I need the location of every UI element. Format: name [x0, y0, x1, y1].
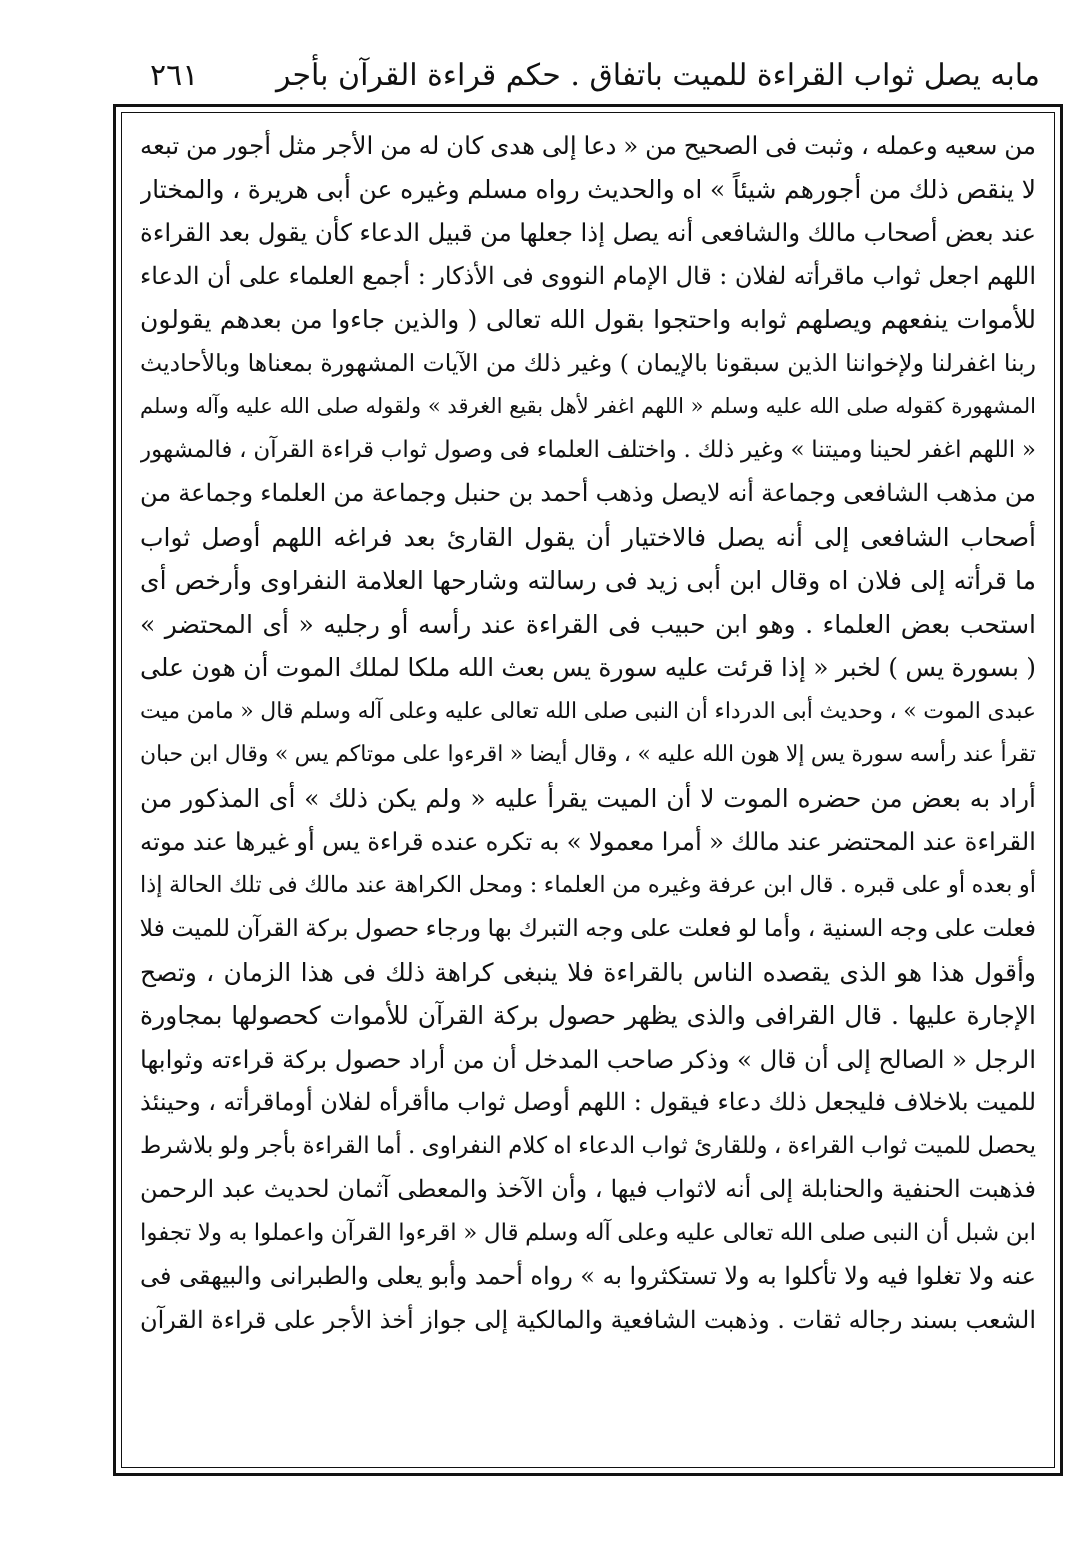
text-line: عنه ولا تغلوا فيه ولا تأكلوا به ولا تستكثروا به » رواه أحمد وأبو يعلى والطبرانى والبيهقى فى — [140, 1262, 1036, 1290]
text-line: يحصل للميت ثواب القراءة ، وللقارئ ثواب الدعاء اه كلام النفراوى . أما القراءة بأجر ولو بلاشرط — [140, 1132, 1036, 1159]
text-line: القراءة عند المحتضر عند مالك « أمرا معمولا » به تكره عنده قراءة يس أو غيرها عند موته — [140, 827, 1036, 856]
text-line: أو بعده أو على قبره . قال ابن عرفة وغيره من العلماء : ومحل الكراهة عند مالك فى تلك الحالة إذا — [140, 871, 1036, 898]
text-line: للميت بلاخلاف فليجعل ذلك دعاء فيقول : اللهم أوصل ثواب ماأقرأه لفلان أوماقرأته ، وحينئذ — [140, 1088, 1036, 1116]
text-line: الرجل « الصالح إلى أن قال » وذكر صاحب المدخل أن من أراد حصول بركة قراءته وثوابها — [140, 1044, 1036, 1074]
page-header — [150, 52, 1040, 100]
page-number: ٢٦١ — [150, 58, 199, 93]
text-line: ما قرأته إلى فلان اه وقال ابن أبى زيد فى رسالته وشارحها العلامة النفراوى وأرخص أى — [140, 566, 1036, 595]
body-text — [140, 124, 1036, 1342]
text-line: للأموات ينفعهم ويصلهم ثوابه واحتجوا بقول الله تعالى ( والذين جاءوا من بعدهم يقولون — [140, 305, 1036, 334]
text-line: الشعب بسند رجاله ثقات . وذهبت الشافعية والمالكية إلى جواز أخذ الأجر على قراءة القرآن — [140, 1305, 1036, 1334]
text-line: تقرأ عند رأسه سورة يس إلا هون الله عليه » ، وقال أيضا « اقرءوا على موتاكم يس » وقال ابن حبان — [140, 742, 1036, 767]
text-line: من سعيه وعمله ، وثبت فى الصحيح من « دعا إلى هدى كان له من الأجر مثل أجور من تبعه — [140, 131, 1036, 160]
text-line: عبدى الموت » ، وحديث أبى الدرداء أن النبى صلى الله تعالى عليه وعلى آله وسلم قال « مامن ميت — [140, 698, 1036, 724]
text-line: وأقول هذا هو الذى يقصده الناس بالقراءة فلا ينبغى كراهة ذلك فى هذا الزمان ، وتصح — [140, 957, 1036, 987]
text-line: ربنا اغفرلنا ولإخواننا الذين سبقونا بالإيمان ) وغير ذلك من الآيات المشهورة بمعناها وبالأحاديث — [140, 348, 1036, 377]
text-line: اللهم اجعل ثواب ماقرأته لفلان : قال الإمام النووى فى الأذكار : أجمع العلماء على أن الدعاء — [140, 261, 1036, 290]
text-line: ابن شبل أن النبى صلى الله تعالى عليه وعلى آله وسلم قال « اقرءوا القرآن واعملوا به ولا تجفوا — [140, 1219, 1036, 1246]
text-line: استحب بعض العلماء . وهو ابن حبيب فى القراءة عند رأسه أو رجليه « أى المحتضر » — [140, 609, 1036, 639]
text-line: من مذهب الشافعى وجماعة أنه لايصل وذهب أحمد بن حنبل وجماعة من العلماء وجماعة من — [140, 479, 1036, 507]
text-line: المشهورة كقوله صلى الله عليه وسلم « اللهم اغفر لأهل بقيع الغرقد » ولقوله صلى الله عليه وآله وسلم — [140, 394, 1036, 418]
running-title: مابه يصل ثواب القراءة للميت باتفاق . حكم قراءة القرآن بأجر — [275, 58, 1040, 93]
text-line: ( بسورة يس ) لخبر « إذا قرئت عليه سورة يس بعث الله ملكا لملك الموت أن هون على — [140, 653, 1036, 682]
text-line: « اللهم اغفر لحينا وميتنا » وغير ذلك . واختلف العلماء فى وصول ثواب قراءة القرآن ، فالمشهور — [140, 436, 1036, 463]
text-line: لا ينقص ذلك من أجورهم شيئاً » اه والحديث رواه مسلم وغيره عن أبى هريرة ، والمختار — [140, 174, 1036, 204]
text-line: عند بعض أصحاب مالك والشافعى أنه يصل إذا جعلها من قبيل الدعاء كأن يقول بعد القراءة — [140, 218, 1036, 247]
text-line: الإجارة عليها . قال القرافى والذى يظهر حصول بركة القرآن للأموات كحصولها بمجاورة — [140, 1001, 1036, 1030]
text-line: أراد به بعض من حضره الموت لا أن الميت يقرأ عليه « ولم يكن ذلك » أى المذكور من — [140, 783, 1036, 813]
text-line: فعلت على وجه السنية ، وأما لو فعلت على وجه التبرك بها ورجاء حصول بركة القرآن للميت فلا — [140, 914, 1036, 942]
text-line: فذهبت الحنفية والحنابلة إلى أنه لاثواب فيها ، وأن الآخذ والمعطى آثمان لحديث عبد الرحمن — [140, 1175, 1036, 1203]
text-line: أصحاب الشافعى إلى أنه يصل فالاختيار أن يقول القارئ بعد فراغه اللهم أوصل ثواب — [140, 522, 1036, 552]
